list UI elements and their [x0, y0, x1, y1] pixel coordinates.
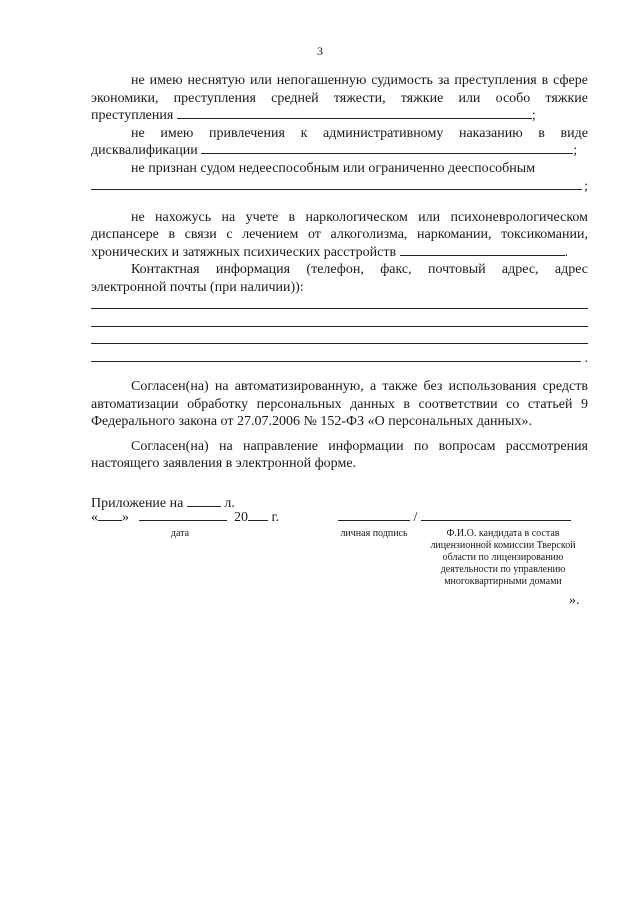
attachment-line: Приложение на л. [91, 495, 235, 511]
statement-dispensary: не нахожусь на учете в наркологическом или психоневрологическом диспансере в связи с лечением от алкоголизма, наркомании, токсикомании, хронических и затяжных психических расстройств . [91, 209, 588, 260]
blank-line [177, 107, 532, 119]
blank-line [201, 142, 573, 154]
month-blank[interactable] [139, 509, 227, 521]
contact-line[interactable] [91, 296, 588, 314]
blank-line-row: ; [91, 177, 588, 196]
year-blank[interactable] [248, 509, 268, 521]
statement-disqualification: не имею привлечения к административному наказанию в виде дисквалификации ; [91, 125, 588, 158]
page-number: 3 [317, 44, 323, 58]
attachment-pages-blank[interactable] [187, 495, 221, 507]
consent-electronic-form: Согласен(на) на направление информации по вопросам рассмотрения настоящего заявления в электронной форме. [91, 438, 588, 471]
form-body [91, 72, 588, 512]
statement-legal-capacity: не признан судом недееспособным или ограниченно дееспособным [131, 160, 536, 176]
date-field: « » 20 г. [91, 510, 280, 525]
blank-line [91, 177, 582, 190]
contact-info-label: Контактная информация (телефон, факс, почтовый адрес, адрес электронной почты (при наличии)): [91, 262, 588, 295]
consent-personal-data: Согласен(на) на автоматизированную, а также без использования средств автоматизации обработку персональных данных в соответствии со статьей 9 Федерального закона от 27.07.2006 № 152-ФЗ «О персональных данных». [91, 379, 588, 429]
signature-field: / [338, 509, 571, 526]
closing-mark: ». [569, 593, 580, 608]
statement-criminal-record: не имею неснятую или непогашенную судимость за преступления в сфере экономики, преступления средней тяжести, тяжкие или особо тяжкие преступления ; [91, 73, 588, 123]
full-name-blank[interactable] [421, 509, 571, 521]
blank-line [400, 244, 565, 256]
caption-full-name: Ф.И.О. кандидата в состав лицензионной комиссии Тверской области по лицензированию деятельности по управлению многоквартирными домами [430, 528, 576, 587]
caption-signature: личная подпись [340, 528, 408, 539]
contact-line[interactable] [91, 331, 588, 349]
day-blank[interactable] [98, 509, 122, 521]
signature-blank[interactable] [338, 509, 410, 521]
caption-date: дата [170, 528, 190, 539]
contact-line[interactable]: . [91, 349, 588, 367]
contact-line[interactable] [91, 314, 588, 332]
